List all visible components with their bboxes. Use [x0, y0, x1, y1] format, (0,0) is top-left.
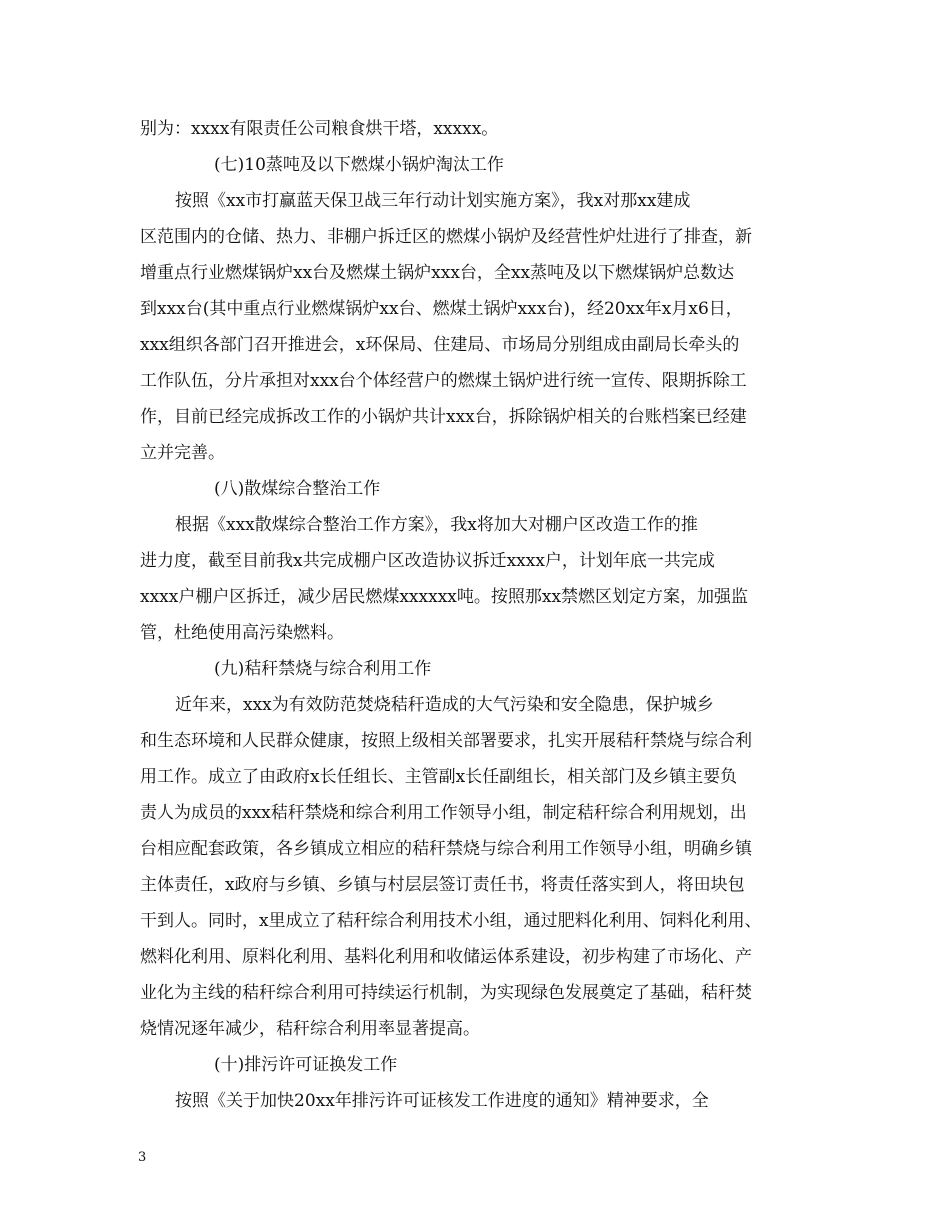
text-line: 用工作。成立了由政府x长任组长、主管副x长任副组长，相关部门及乡镇主要负: [140, 767, 738, 787]
section-heading-9: (九)秸秆禁烧与综合利用工作: [214, 659, 432, 679]
text-line: 别为：xxxx有限责任公司粮食烘干塔，xxxxx。: [140, 119, 499, 139]
text-line: 近年来，xxx为有效防范焚烧秸秆造成的大气污染和安全隐患，保护城乡: [175, 695, 714, 715]
section-heading-10: (十)排污许可证换发工作: [214, 1055, 398, 1075]
text-line: 立并完善。: [140, 443, 225, 463]
text-line: 干到人。同时，x里成立了秸秆综合利用技术小组，通过肥料化利用、饲料化利用、: [140, 911, 762, 931]
text-line: 按照《xx市打赢蓝天保卫战三年行动计划实施方案》，我x对那xx建成: [175, 191, 691, 211]
text-line: 根据《xxx散煤综合整治工作方案》，我x将加大对棚户区改造工作的推: [175, 515, 698, 535]
text-line: 主体责任，x政府与乡镇、乡镇与村层层签订责任书，将责任落实到人，将田块包: [140, 875, 745, 895]
text-line: 业化为主线的秸秆综合利用可持续运行机制，为实现绿色发展奠定了基础，秸秆焚: [140, 983, 752, 1003]
text-line: xxxx户棚户区拆迁，减少居民燃煤xxxxxx吨。按照那xx禁燃区划定方案，加强监: [140, 587, 749, 607]
text-line: 进力度，截至目前我x共完成棚户区改造协议拆迁xxxx户，计划年底一共完成: [140, 551, 715, 571]
text-line: 烧情况逐年减少，秸秆综合利用率显著提高。: [140, 1019, 480, 1039]
text-line: xxx组织各部门召开推进会，x环保局、住建局、市场局分别组成由副局长牵头的: [140, 335, 740, 355]
text-line: 燃料化利用、原料化利用、基料化利用和收储运体系建设，初步构建了市场化、产: [140, 947, 752, 967]
text-line: 到xxx台(其中重点行业燃煤锅炉xx台、燃煤土锅炉xxx台)，经20xx年x月x6日，: [140, 299, 743, 319]
section-heading-7: (七)10蒸吨及以下燃煤小锅炉淘汰工作: [214, 155, 504, 175]
text-line: 作，目前已经完成拆改工作的小锅炉共计xxx台，拆除锅炉相关的台账档案已经建: [140, 407, 747, 427]
text-line: 管，杜绝使用高污染燃料。: [140, 623, 344, 643]
page-number: 3: [138, 1150, 147, 1165]
text-line: 台相应配套政策，各乡镇成立相应的秸秆禁烧与综合利用工作领导小组，明确乡镇: [140, 839, 752, 859]
text-line: 区范围内的仓储、热力、非棚户拆迁区的燃煤小锅炉及经营性炉灶进行了排查，新: [140, 227, 752, 247]
section-heading-8: (八)散煤综合整治工作: [214, 479, 381, 499]
text-line: 责人为成员的xxx秸秆禁烧和综合利用工作领导小组，制定秸秆综合利用规划，出: [140, 803, 747, 823]
text-line: 按照《关于加快20xx年排污许可证核发工作进度的通知》精神要求，全: [175, 1091, 709, 1111]
text-line: 工作队伍，分片承担对xxx台个体经营户的燃煤土锅炉进行统一宣传、限期拆除工: [140, 371, 747, 391]
text-line: 增重点行业燃煤锅炉xx台及燃煤土锅炉xxx台，全xx蒸吨及以下燃煤锅炉总数达: [140, 263, 735, 283]
text-line: 和生态环境和人民群众健康，按照上级相关部署要求，扎实开展秸秆禁烧与综合利: [140, 731, 752, 751]
